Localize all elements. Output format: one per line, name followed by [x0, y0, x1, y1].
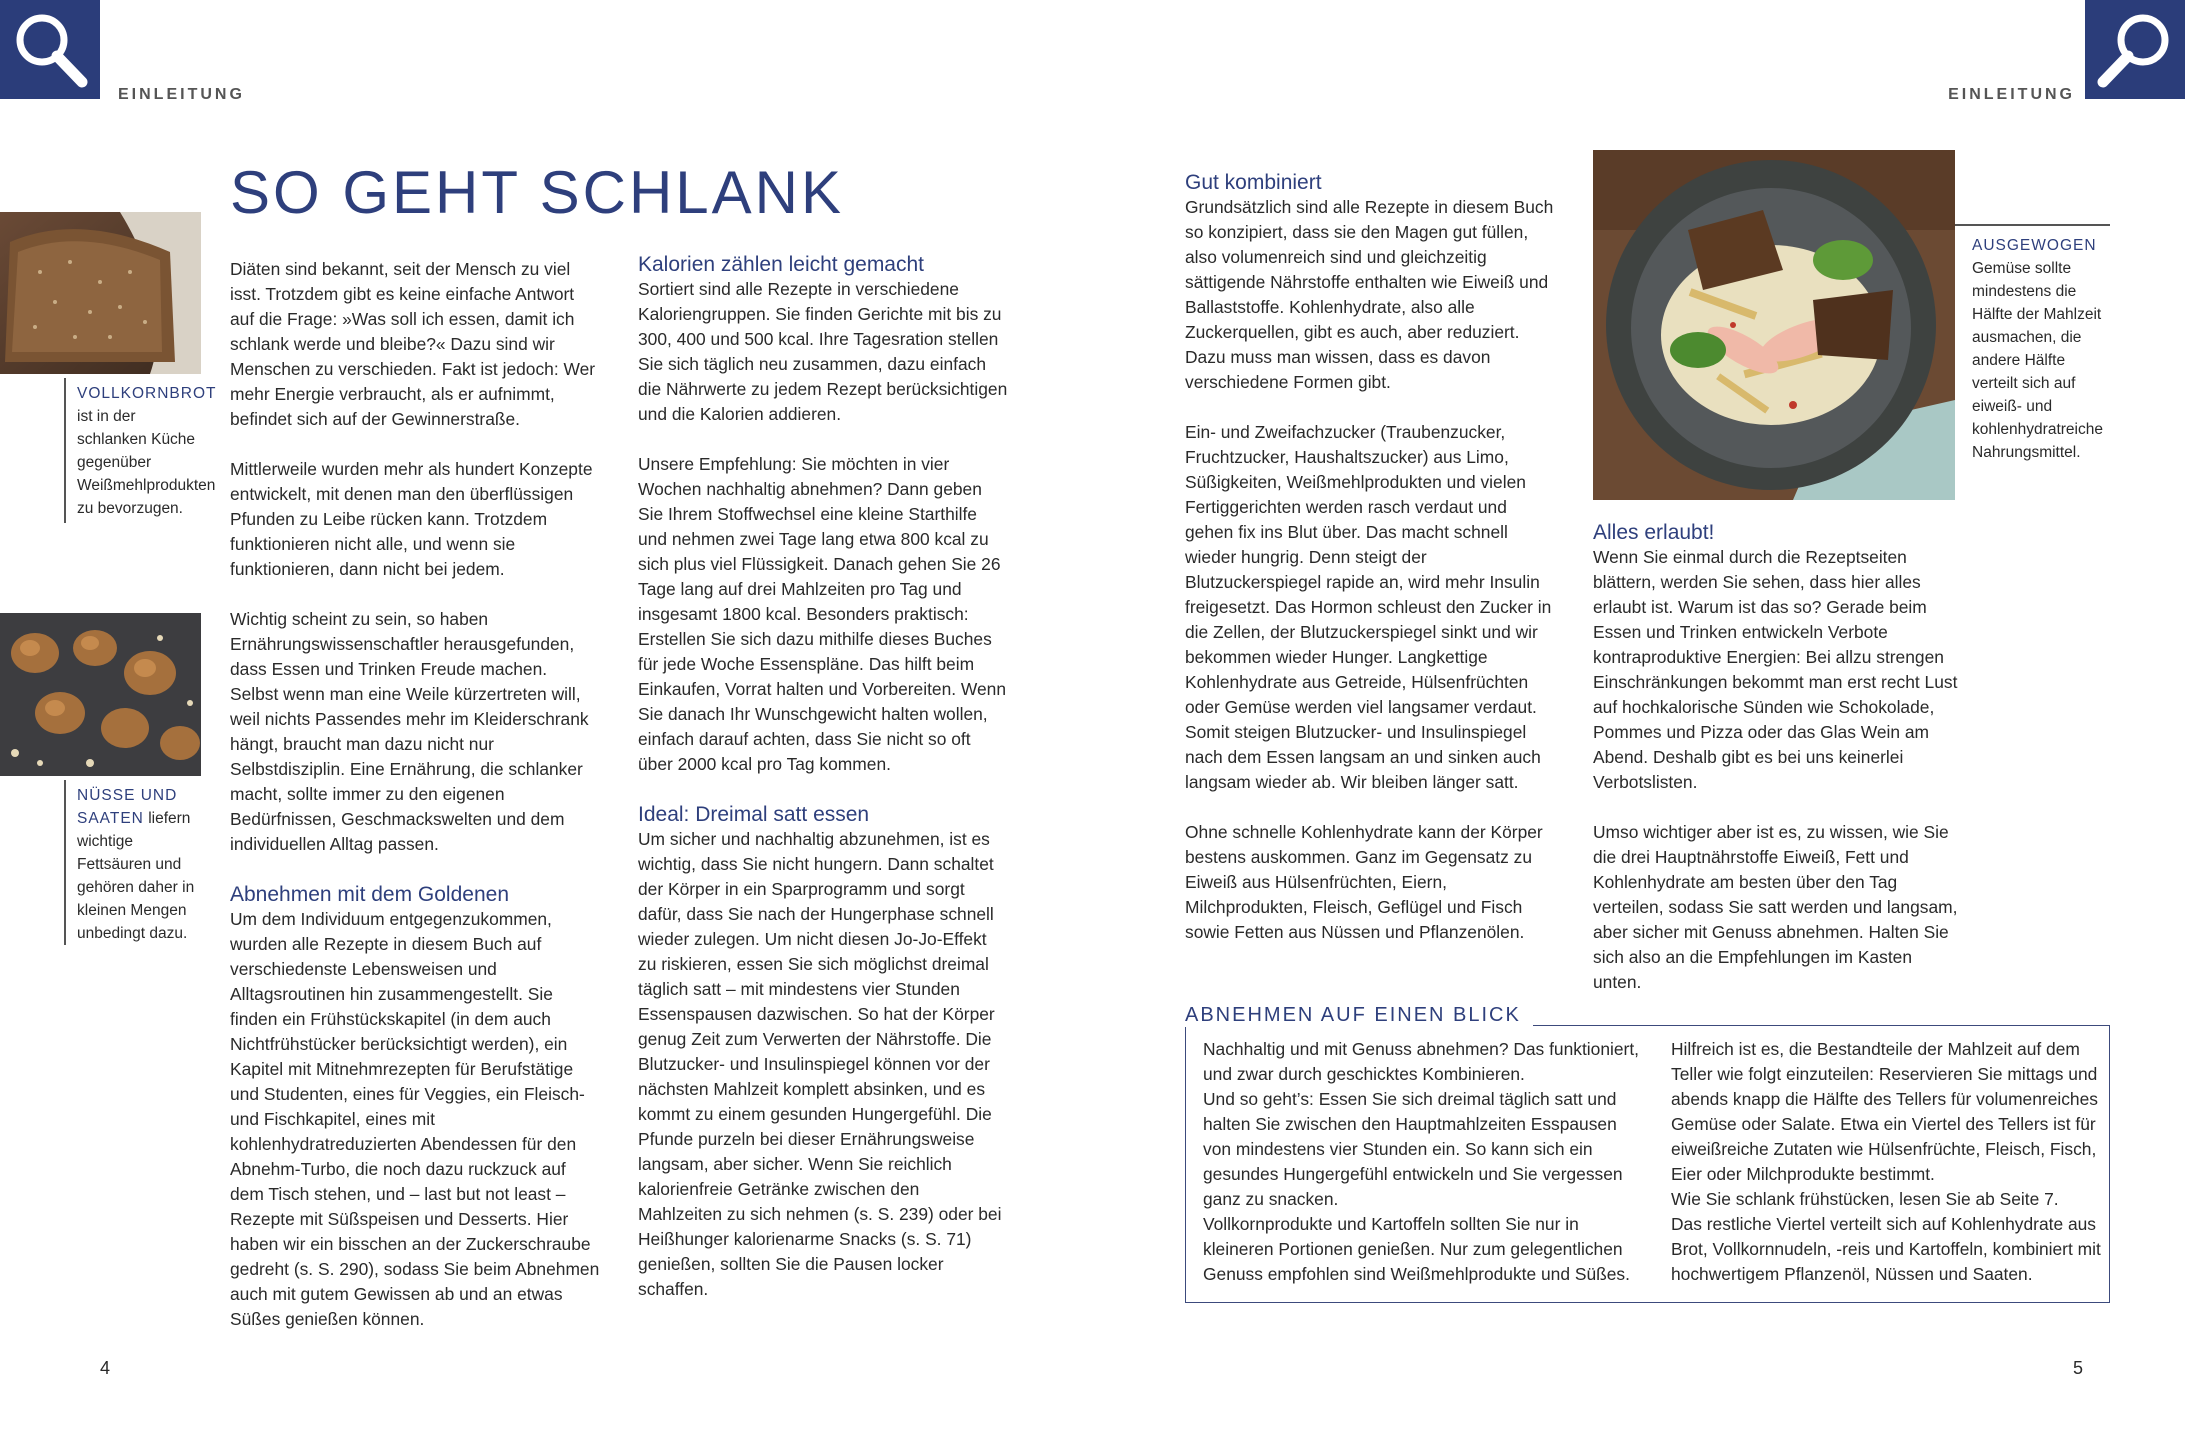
paragraph: Um sicher und nachhaltig abzunehmen, ist es wichtig, dass Sie nicht hungern. Dann schaltet der Körper in ein Sparprogramm und sorgt dafür, dass Sie nach der Hungerphase schnell wieder zulegen. Um nicht diesen Jo-Jo-Effekt zu riskieren, essen Sie sich möglichst dreimal täglich satt – mit mindestens vier Stunden Essenspausen dazwischen. So hat der Körper genug Zeit zum Verwerten der Nährstoffe. Die Blutzucker- und Insulinspiegel können vor der nächsten Mahlzeit komplett absinken, und es kommt zu einem gesunden Hungergefühl. Die Pfunde purzeln bei dieser Ernährungsweise langsam, aber sicher. Wenn Sie reichlich kalorienfreie Getränke zwischen den Mahlzeiten zu sich nehmen (s. S. 239) oder bei Heißhunger kalorienarme Snacks (s. S. 71) genießen, sollten Sie die Pausen locker schaffen. — [638, 829, 1002, 1299]
page-number-left: 4 — [100, 1358, 111, 1378]
summary-box-left — [1203, 1037, 1643, 1287]
section-label-right: EINLEITUNG — [1948, 86, 2075, 103]
subheading: Abnehmen mit dem Goldenen — [230, 883, 509, 906]
bread-photo — [0, 212, 201, 374]
summary-box-right — [1671, 1037, 2103, 1287]
caption-salad-text: Gemüse sollte mindestens die Hälfte der Mahlzeit ausmachen, die andere Hälfte verteilt sich auf eiweiß- und kohlenhydratreiche Nahrungsmittel. — [1972, 260, 2103, 461]
subheading: Alles erlaubt! — [1593, 521, 1715, 544]
caption-salad — [1972, 234, 2112, 464]
paragraph: Nachhaltig und mit Genuss abnehmen? Das funktioniert, und zwar durch geschicktes Kombinieren. — [1203, 1039, 1639, 1084]
paragraph: Grundsätzlich sind alle Rezepte in diesem Buch so konzipiert, dass sie den Magen gut füllen, also volumenreich sind und gleichzeitig sättigende Nährstoffe enthalten wie Eiweiß und Ballaststoffe. Kohlenhydrate, also alle Zuckerquellen, gibt es auch, aber reduziert. Dazu muss man wissen, dass es davon verschiedene Formen gibt. — [1185, 197, 1554, 392]
salad-photo — [1593, 150, 1955, 500]
caption-bread-text: ist in der schlanken Küche gegenüber Weißmehlprodukten zu bevorzugen. — [77, 408, 216, 517]
magnifier-icon — [2085, 0, 2185, 99]
paragraph: Vollkornprodukte und Kartoffeln sollten Sie nur in kleineren Portionen genießen. Nur zum gelegentlichen Genuss empfohlen sind Weißmehlprodukte und Süßes. — [1203, 1214, 1630, 1284]
caption-rule — [64, 378, 66, 523]
magnifier-icon — [0, 0, 100, 99]
paragraph: Um dem Individuum entgegenzukommen, wurden alle Rezepte in diesem Buch auf verschiedenste Lebensweisen und Alltagsroutinen hin zusammengestellt. Sie finden ein Frühstückskapitel (in dem auch Nichtfrühstücker berücksichtigt werden), ein Kapitel mit Mitnehmrezepten für Berufstätige und Studenten, eines für Veggies, ein Fleisch- und Fischkapitel, eines mit kohlenhydratreduzierten Abendessen für den Abnehm-Turbo, die noch dazu ruckzuck auf dem Tisch stehen, und – last but not least – Rezepte mit Süßspeisen und Desserts. Hier haben wir ein bisschen an der Zuckerschraube gedreht (s. S. 290), sodass Sie beim Abnehmen auch mit gutem Gewissen ab und an etwas Süßes genießen können. — [230, 909, 600, 1329]
paragraph: Ohne schnelle Kohlenhydrate kann der Körper bestens auskommen. Ganz im Gegensatz zu Eiweiß aus Hülsenfrüchten, Eiern, Milchprodukten, Fleisch, Geflügel und Fisch sowie Fetten aus Nüssen und Pflanzenölen. — [1185, 822, 1543, 942]
caption-bread — [77, 382, 217, 520]
caption-salad-head: AUSGEWOGEN — [1972, 237, 2097, 254]
text-column-4 — [1593, 520, 1963, 1020]
text-column-1 — [230, 257, 600, 1357]
caption-nuts-text: liefern wichtige Fettsäuren und gehören daher in kleinen Mengen unbedingt dazu. — [77, 810, 195, 942]
text-column-2 — [638, 252, 1008, 1327]
paragraph: Hilfreich ist es, die Bestandteile der Mahlzeit auf dem Teller wie folgt einzuteilen: Reservieren Sie mittags und abends knapp die Hälfte des Tellers für volumenreiches Gemüse oder Salate. Etwa ein Viertel des Tellers ist für eiweißreiche Zutaten wie Hülsenfrüchte, Fleisch, Fisch, Eier oder Milchprodukte bestimmt. — [1671, 1039, 2098, 1184]
summary-box-title: ABNEHMEN AUF EINEN BLICK — [1185, 1004, 1533, 1027]
paragraph: Wenn Sie einmal durch die Rezeptseiten blättern, werden Sie sehen, dass hier alles erlaubt ist. Warum ist das so? Gerade beim Essen und Trinken entwickeln Verbote kontraproduktive Energien: Bei allzu strengen Einschränkungen bekommt man erst recht Lust auf hochkalorische Sünden wie Schokolade, Pommes und Pizza oder das Glas Wein am Abend. Deshalb gibt es bei uns keinerlei Verbotslisten. — [1593, 547, 1958, 792]
caption-nuts — [77, 784, 207, 945]
paragraph: Ein- und Zweifachzucker (Traubenzucker, Fruchtzucker, Haushaltszucker) aus Limo, Süßigkeiten, Weißmehlprodukten und vielen Fertiggerichten werden rasch verdaut und gehen fix ins Blut über. Das macht schnell wieder hungrig. Denn steigt der Blutzuckerspiegel rapide an, wird mehr Insulin freigesetzt. Das Hormon schleust den Zucker in die Zellen, der Blutzuckerspiegel sinkt und wir bekommen wieder Hunger. Langkettige Kohlenhydrate aus Getreide, Hülsenfrüchten oder Gemüse werden viel langsamer verdaut. Somit steigen Blutzucker- und Insulinspiegel nach dem Essen langsam an und sinken auch langsam wieder ab. Wir bleiben länger satt. — [1185, 422, 1552, 792]
section-label-left: EINLEITUNG — [118, 86, 245, 103]
subheading: Ideal: Dreimal satt essen — [638, 803, 870, 826]
subheading: Gut kombiniert — [1185, 171, 1322, 194]
caption-bread-head: VOLLKORNBROT — [77, 385, 217, 402]
text-column-3 — [1185, 170, 1555, 970]
paragraph: Und so geht’s: Essen Sie sich dreimal täglich satt und halten Sie zwischen den Hauptmahlzeiten Esspausen von mindestens vier Stunden ein. So kann sich ein gesundes Hungergefühl entwickeln und Sie vergessen ganz zu snacken. — [1203, 1089, 1623, 1209]
paragraph: Wichtig scheint zu sein, so haben Ernährungswissenschaftler herausgefunden, dass Essen und Trinken Freude machen. Selbst wenn man eine Weile kürzertreten will, weil nichts Passendes mehr im Kleiderschrank hängt, braucht man dazu nicht nur Selbstdisziplin. Eine Ernährung, die schlanker macht, sollte immer zu den eigenen Bedürfnissen, Geschmackswelten und dem individuellen Alltag passen. — [230, 609, 589, 854]
page-title: SO GEHT SCHLANK — [230, 159, 845, 226]
paragraph: Diäten sind bekannt, seit der Mensch zu viel isst. Trotzdem gibt es keine einfache Antwort auf die Frage: »Was soll ich essen, damit ich schlank werde und bleibe?« Dazu sind wir Menschen zu verschieden. Fakt ist jedoch: Wer mehr Energie verbraucht, als er aufnimmt, befindet sich auf der Gewinnerstraße. — [230, 259, 596, 429]
section-tab-left — [0, 0, 100, 99]
nuts-photo — [0, 613, 201, 776]
paragraph: Sortiert sind alle Rezepte in verschiedene Kaloriengruppen. Sie finden Gerichte mit bis zu 300, 400 und 500 kcal. Ihre Tagesration stellen Sie sich täglich neu zusammen, dazu einfach die Nährwerte zu jedem Rezept berücksichtigen und die Kalorien addieren. — [638, 279, 1008, 424]
paragraph: Umso wichtiger aber ist es, zu wissen, wie Sie die drei Hauptnährstoffe Eiweiß, Fett und Kohlenhydrate am besten über den Tag verteilen, sodass Sie satt werden und langsam, aber sicher mit Genuss abnehmen. Halten Sie sich also an die Empfehlungen im Kasten unten. — [1593, 822, 1958, 992]
caption-nuts-head: NÜSSE UND SAATEN — [77, 787, 178, 827]
section-tab-right — [2085, 0, 2185, 99]
paragraph: Mittlerweile wurden mehr als hundert Konzepte entwickelt, mit denen man den überflüssigen Pfunden zu Leibe rücken kann. Trotzdem funktionieren nicht alle, und wenn sie funktionieren, dann nicht bei jedem. — [230, 459, 593, 579]
subheading: Kalorien zählen leicht gemacht — [638, 253, 925, 276]
paragraph: Das restliche Viertel verteilt sich auf Kohlenhydrate aus Brot, Vollkornnudeln, -reis und Kartoffeln, kombiniert mit hochwertigem Pflanzenöl, Nüssen und Saaten. — [1671, 1214, 2101, 1284]
caption-rule — [1955, 224, 2110, 226]
paragraph: Wie Sie schlank frühstücken, lesen Sie ab Seite 7. — [1671, 1189, 2059, 1209]
caption-rule — [64, 780, 66, 945]
page-number-right: 5 — [2073, 1358, 2084, 1378]
paragraph: Unsere Empfehlung: Sie möchten in vier Wochen nachhaltig abnehmen? Dann geben Sie Ihrem Stoffwechsel eine kleine Starthilfe und nehmen zwei Tage lang etwa 800 kcal zu sich plus viel Flüssigkeit. Danach gehen Sie 26 Tage lang auf drei Mahlzeiten pro Tag und insgesamt 1800 kcal. Besonders praktisch: Erstellen Sie sich dazu mithilfe dieses Buches für jede Woche Essenspläne. Das hilft beim Einkaufen, Vorrat halten und Vorbereiten. Wenn Sie danach Ihr Wunschgewicht halten wollen, einfach darauf achten, dass Sie nicht so oft über 2000 kcal pro Tag kommen. — [638, 454, 1007, 774]
